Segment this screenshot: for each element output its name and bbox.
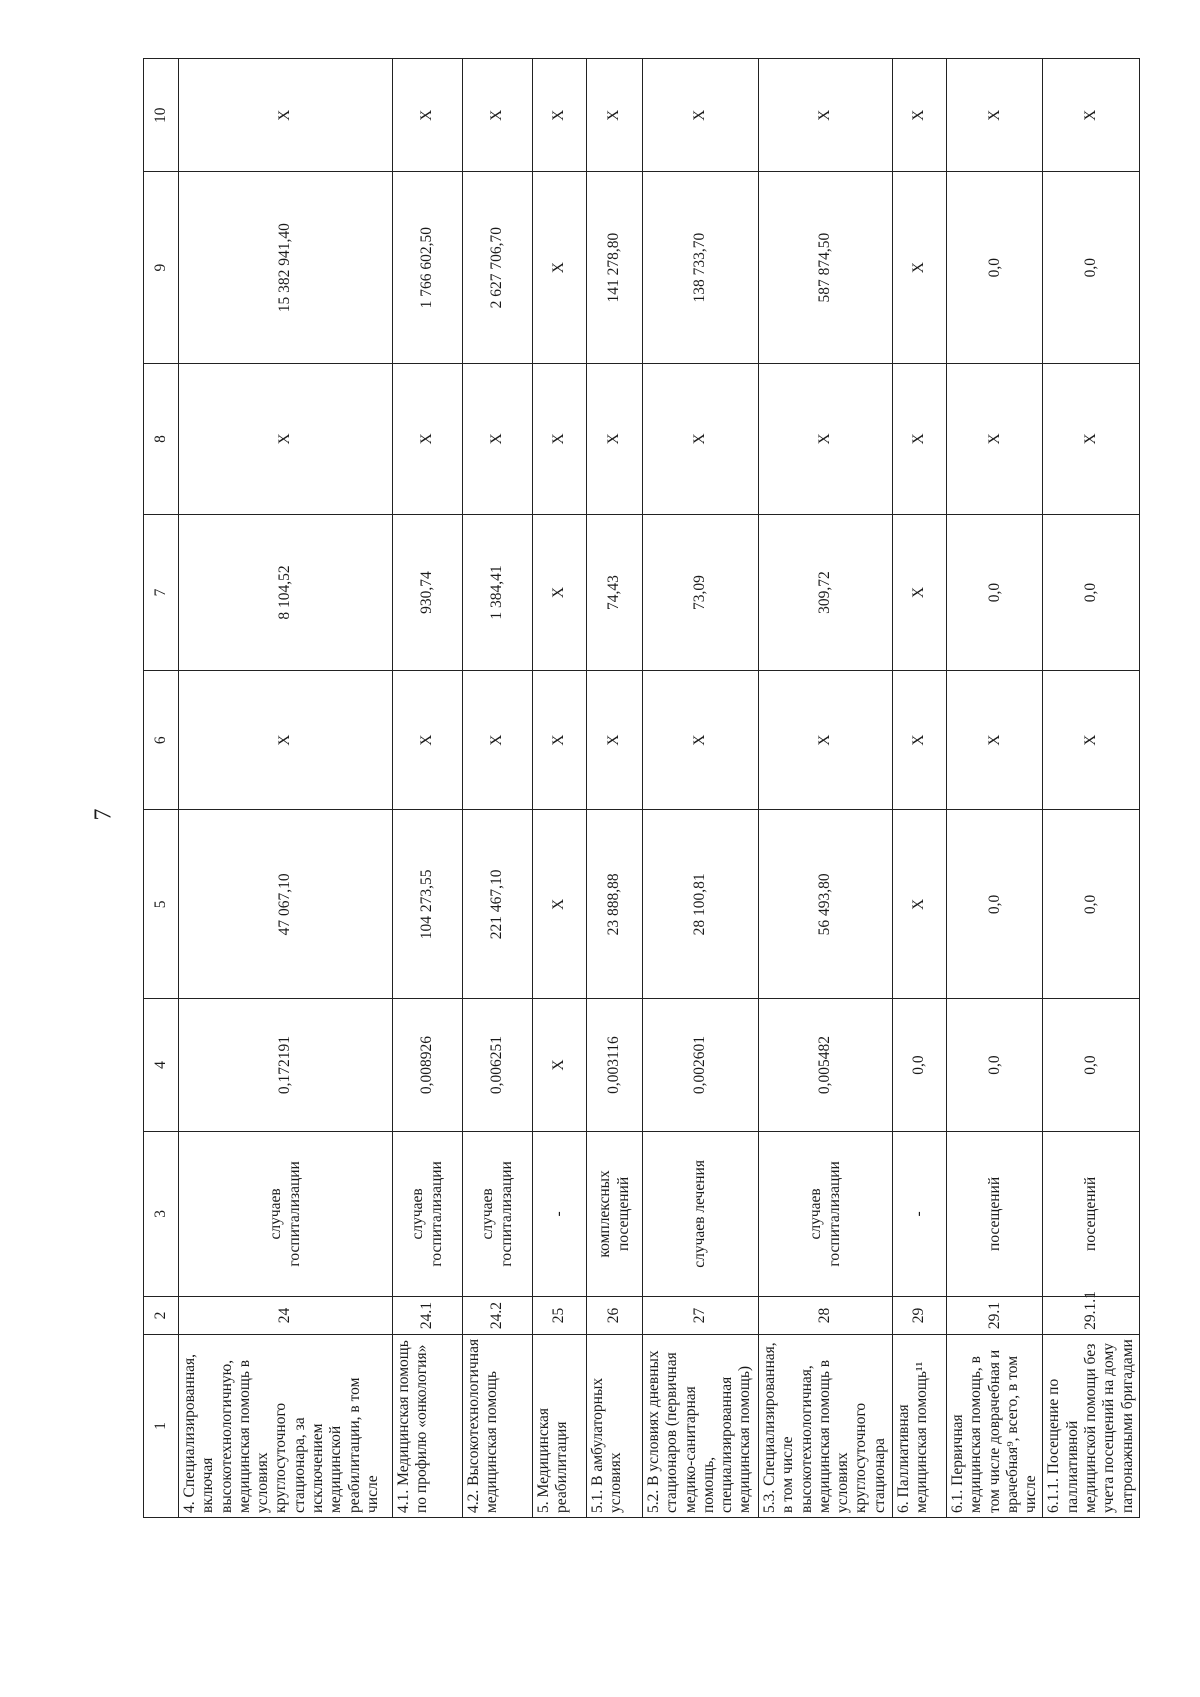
- value-cell: 1 766 602,50: [393, 172, 463, 363]
- value-cell: 15 382 941,40: [179, 172, 393, 363]
- value-cell: 0,0: [947, 515, 1043, 671]
- value-cell: X: [533, 810, 587, 999]
- value-cell: 0,008926: [393, 999, 463, 1131]
- unit-cell: случаев лечения: [643, 1131, 759, 1296]
- row-number: 24.2: [463, 1297, 533, 1335]
- unit-cell: посещений: [947, 1131, 1043, 1296]
- column-header: 10: [144, 59, 179, 172]
- row-number: 25: [533, 1297, 587, 1335]
- value-cell: X: [533, 363, 587, 514]
- row-label: 6.1. Первичная медицинская помощь, в том числе доврачебная и врачебная⁹, всего, в том числе: [947, 1334, 1043, 1517]
- value-cell: X: [533, 999, 587, 1131]
- value-cell: 309,72: [759, 515, 893, 671]
- row-label: 4.1. Медицинская помощь по профилю «онкология»: [393, 1334, 463, 1517]
- column-header: 7: [144, 515, 179, 671]
- value-cell: X: [179, 59, 393, 172]
- value-cell: X: [643, 670, 759, 809]
- row-number: 29.1: [947, 1297, 1043, 1335]
- header-row: [144, 59, 179, 1518]
- value-cell: 8 104,52: [179, 515, 393, 671]
- table-row: [759, 59, 893, 1518]
- column-header: 6: [144, 670, 179, 809]
- rotated-table-container: [143, 58, 1136, 1518]
- row-number: 29: [893, 1297, 947, 1335]
- unit-cell: -: [893, 1131, 947, 1296]
- value-cell: 0,0: [893, 999, 947, 1131]
- value-cell: 0,172191: [179, 999, 393, 1131]
- value-cell: 0,006251: [463, 999, 533, 1131]
- value-cell: X: [463, 670, 533, 809]
- table-row: [587, 59, 643, 1518]
- value-cell: X: [759, 363, 893, 514]
- value-cell: X: [893, 363, 947, 514]
- value-cell: X: [179, 670, 393, 809]
- value-cell: 0,0: [1043, 515, 1139, 671]
- value-cell: X: [393, 59, 463, 172]
- value-cell: X: [893, 172, 947, 363]
- table-row: [1043, 59, 1139, 1518]
- value-cell: 587 874,50: [759, 172, 893, 363]
- page-number: 7: [90, 808, 117, 821]
- column-header: 2: [144, 1297, 179, 1335]
- row-number: 24: [179, 1297, 393, 1335]
- table-row: [893, 59, 947, 1518]
- row-label: 5.1. В амбулаторных условиях: [587, 1334, 643, 1517]
- unit-cell: случаев госпитализации: [463, 1131, 533, 1296]
- value-cell: X: [759, 670, 893, 809]
- value-cell: 0,0: [947, 172, 1043, 363]
- value-cell: X: [759, 59, 893, 172]
- value-cell: X: [587, 670, 643, 809]
- row-label: 4.2. Высокотехнологичная медицинская помощь: [463, 1334, 533, 1517]
- column-header: 5: [144, 810, 179, 999]
- value-cell: X: [587, 59, 643, 172]
- value-cell: X: [587, 363, 643, 514]
- value-cell: 0,0: [947, 810, 1043, 999]
- row-number: 24.1: [393, 1297, 463, 1335]
- value-cell: X: [463, 363, 533, 514]
- value-cell: 138 733,70: [643, 172, 759, 363]
- value-cell: X: [1043, 670, 1139, 809]
- value-cell: 0,0: [1043, 810, 1139, 999]
- column-header: 8: [144, 363, 179, 514]
- value-cell: 930,74: [393, 515, 463, 671]
- column-header: 3: [144, 1131, 179, 1296]
- table-row: [947, 59, 1043, 1518]
- value-cell: X: [463, 59, 533, 172]
- value-cell: 73,09: [643, 515, 759, 671]
- value-cell: X: [893, 670, 947, 809]
- value-cell: X: [1043, 363, 1139, 514]
- table-row: [643, 59, 759, 1518]
- value-cell: 221 467,10: [463, 810, 533, 999]
- value-cell: 2 627 706,70: [463, 172, 533, 363]
- value-cell: 47 067,10: [179, 810, 393, 999]
- value-cell: X: [1043, 59, 1139, 172]
- value-cell: 0,003116: [587, 999, 643, 1131]
- value-cell: X: [947, 363, 1043, 514]
- unit-cell: посещений: [1043, 1131, 1139, 1296]
- value-cell: X: [533, 59, 587, 172]
- value-cell: 0,0: [1043, 172, 1139, 363]
- value-cell: X: [393, 363, 463, 514]
- value-cell: 0,002601: [643, 999, 759, 1131]
- unit-cell: случаев госпитализации: [179, 1131, 393, 1296]
- column-header: 1: [144, 1334, 179, 1517]
- value-cell: 28 100,81: [643, 810, 759, 999]
- column-header: 4: [144, 999, 179, 1131]
- value-cell: 141 278,80: [587, 172, 643, 363]
- row-number: 29.1.1: [1043, 1297, 1139, 1335]
- row-label: 5.2. В условиях дневных стационаров (первичная медико-санитарная помощь, специализированная медицинская помощь): [643, 1334, 759, 1517]
- row-number: 28: [759, 1297, 893, 1335]
- row-label: 6. Паллиативная медицинская помощь¹¹: [893, 1334, 947, 1517]
- value-cell: 0,0: [1043, 999, 1139, 1131]
- unit-cell: случаев госпитализации: [759, 1131, 893, 1296]
- value-cell: X: [893, 59, 947, 172]
- column-header: 9: [144, 172, 179, 363]
- value-cell: 0,005482: [759, 999, 893, 1131]
- row-label: 5. Медицинская реабилитация: [533, 1334, 587, 1517]
- value-cell: X: [947, 670, 1043, 809]
- table-row: [533, 59, 587, 1518]
- value-cell: 1 384,41: [463, 515, 533, 671]
- unit-cell: комплексных посещений: [587, 1131, 643, 1296]
- value-cell: X: [893, 515, 947, 671]
- row-label: 6.1.1. Посещение по паллиативной медицинской помощи без учета посещений на дому патронажными бригадами: [1043, 1334, 1139, 1517]
- value-cell: 23 888,88: [587, 810, 643, 999]
- data-table: [143, 58, 1140, 1518]
- table-row: [393, 59, 463, 1518]
- value-cell: X: [533, 172, 587, 363]
- value-cell: X: [533, 515, 587, 671]
- value-cell: X: [179, 363, 393, 514]
- value-cell: 0,0: [947, 999, 1043, 1131]
- value-cell: 56 493,80: [759, 810, 893, 999]
- value-cell: X: [643, 363, 759, 514]
- row-label: 5.3. Специализированная, в том числе высокотехнологичная, медицинская помощь в условиях круглосуточного стационара: [759, 1334, 893, 1517]
- unit-cell: случаев госпитализации: [393, 1131, 463, 1296]
- row-label: 4. Специализированная, включая высокотехнологичную, медицинская помощь в условиях круглосуточного стационара, за исключением медицинской реабилитации, в том числе: [179, 1334, 393, 1517]
- value-cell: X: [893, 810, 947, 999]
- table-row: [179, 59, 393, 1518]
- table-row: [463, 59, 533, 1518]
- row-number: 27: [643, 1297, 759, 1335]
- value-cell: X: [393, 670, 463, 809]
- row-number: 26: [587, 1297, 643, 1335]
- unit-cell: -: [533, 1131, 587, 1296]
- value-cell: X: [947, 59, 1043, 172]
- value-cell: 104 273,55: [393, 810, 463, 999]
- value-cell: 74,43: [587, 515, 643, 671]
- value-cell: X: [643, 59, 759, 172]
- value-cell: X: [533, 670, 587, 809]
